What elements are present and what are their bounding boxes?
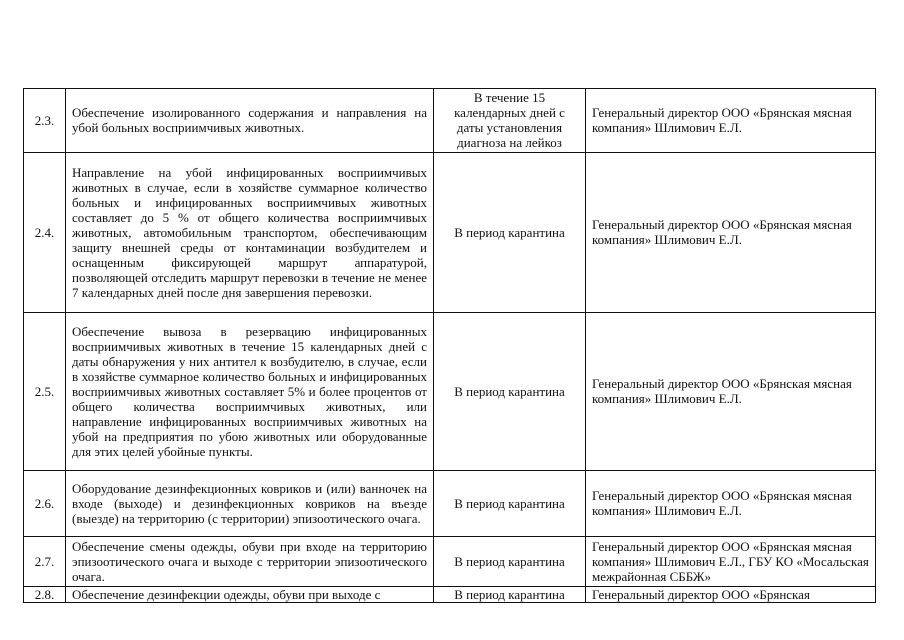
row-number: 2.5. bbox=[24, 313, 66, 471]
measure-text: Направление на убой инфицированных восприимчивых животных в случае, если в хозяйстве суммарное количество больных и инфицированных восприимчивых животных составляет до 5 % от общего количества восприимчивых животных, автомобильным транспортом, обеспечивающим защиту внешней среды от контаминации возбудителем и оснащенным фиксирующей маршрут аппаратурой, позволяющей отследить маршрут перевозки в течение не менее 7 календарных дней после дня завершения перевозки. bbox=[66, 153, 434, 313]
term-text: В период карантина bbox=[434, 587, 586, 603]
measure-text: Обеспечение изолированного содержания и направления на убой больных восприимчивых животных. bbox=[66, 89, 434, 153]
measure-text: Оборудование дезинфекционных ковриков и (или) ванночек на входе (выходе) и дезинфекционных ковриков на въезде (выезде) на территорию (с территории) эпизоотического очага. bbox=[66, 471, 434, 537]
measure-text: Обеспечение смены одежды, обуви при входе на территорию эпизоотического очага и выходе с территории эпизоотического очага. bbox=[66, 537, 434, 587]
row-number: 2.4. bbox=[24, 153, 66, 313]
responsible-text: Генеральный директор ООО «Брянская мясная компания» Шлимович Е.Л., ГБУ КО «Мосальская межрайонная СББЖ» bbox=[586, 537, 876, 587]
row-number: 2.6. bbox=[24, 471, 66, 537]
term-text: В течение 15 календарных дней с даты установления диагноза на лейкоз bbox=[434, 89, 586, 153]
responsible-text: Генеральный директор ООО «Брянская bbox=[586, 587, 876, 603]
measures-table bbox=[23, 88, 876, 603]
measure-text: Обеспечение вывоза в резервацию инфицированных восприимчивых животных в течение 15 календарных дней с даты обнаружения у них антител к возбудителю, в случае, если в хозяйстве суммарное количество больных и инфицированных восприимчивых животных составляет 5% и более процентов от общего количества восприимчивых животных, или направление инфицированных восприимчивых животных на убой на предприятия по убою животных или оборудованные для этих целей убойные пункты. bbox=[66, 313, 434, 471]
table-row bbox=[24, 537, 876, 587]
table-row bbox=[24, 153, 876, 313]
table-row bbox=[24, 313, 876, 471]
measure-text: Обеспечение дезинфекции одежды, обуви при выходе с bbox=[66, 587, 434, 603]
term-text: В период карантина bbox=[434, 537, 586, 587]
term-text: В период карантина bbox=[434, 313, 586, 471]
table-row bbox=[24, 89, 876, 153]
term-text: В период карантина bbox=[434, 471, 586, 537]
row-number: 2.7. bbox=[24, 537, 66, 587]
responsible-text: Генеральный директор ООО «Брянская мясная компания» Шлимович Е.Л. bbox=[586, 153, 876, 313]
responsible-text: Генеральный директор ООО «Брянская мясная компания» Шлимович Е.Л. bbox=[586, 89, 876, 153]
table-row bbox=[24, 471, 876, 537]
responsible-text: Генеральный директор ООО «Брянская мясная компания» Шлимович Е.Л. bbox=[586, 313, 876, 471]
row-number: 2.3. bbox=[24, 89, 66, 153]
term-text: В период карантина bbox=[434, 153, 586, 313]
table-row bbox=[24, 587, 876, 603]
responsible-text: Генеральный директор ООО «Брянская мясная компания» Шлимович Е.Л. bbox=[586, 471, 876, 537]
row-number: 2.8. bbox=[24, 587, 66, 603]
